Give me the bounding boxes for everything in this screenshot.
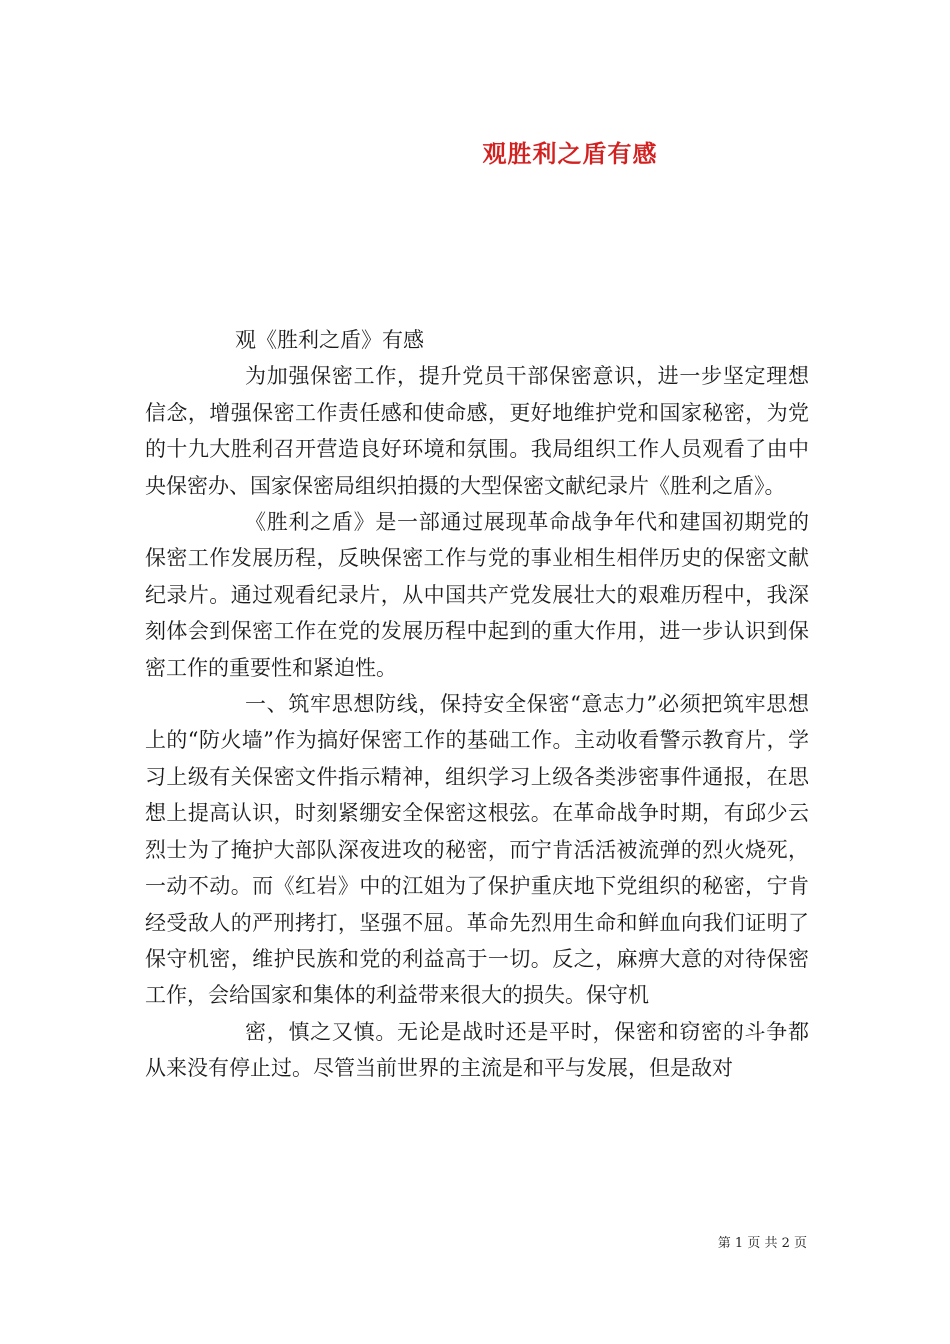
document-subtitle: 观《胜利之盾》有感 — [235, 328, 424, 352]
paragraph: 一、筑牢思想防线，保持安全保密“意志力”必须把筑牢思想上的“防火墙”作为搞好保密工作的基础工作。主动收看警示教育片，学习上级有关保密文件指示精神，组织学习上级各类涉密事件通报，在思想上提高认识，时刻紧绷安全保密这根弦。在革命战争时期，有邱少云烈士为了掩护大部队深夜进攻的秘密，而宁肯活活被流弹的烈火烧死，一动不动。而《红岩》中的江姐为了保护重庆地下党组织的秘密，宁肯经受敌人的严刑拷打，坚强不屈。革命先烈用生命和鲜血向我们证明了保守机密，维护民族和党的利益高于一切。反之，麻痹大意的对待保密工作，会给国家和集体的利益带来很大的损失。保守机 — [145, 692, 809, 1008]
paragraph: 《胜利之盾》是一部通过展现革命战争年代和建国初期党的保密工作发展历程，反映保密工作与党的事业相生相伴历史的保密文献纪录片。通过观看纪录片，从中国共产党发展壮大的艰难历程中，我深刻体会到保密工作在党的发展历程中起到的重大作用，进一步认识到保密工作的重要性和紧迫性。 — [145, 510, 809, 680]
paragraph: 密，慎之又慎。无论是战时还是平时，保密和窃密的斗争都从来没有停止过。尽管当前世界的主流是和平与发展，但是敌对 — [145, 1019, 809, 1081]
page-title: 观胜利之盾有感 — [482, 139, 658, 168]
paragraph: 为加强保密工作，提升党员干部保密意识，进一步坚定理想信念，增强保密工作责任感和使命感，更好地维护党和国家秘密，为党的十九大胜利召开营造良好环境和氛围。我局组织工作人员观看了由中央保密办、国家保密局组织拍摄的大型保密文献纪录片《胜利之盾》。 — [145, 364, 809, 498]
document-body — [145, 322, 809, 1087]
page-footer: 第 1 页 共 2 页 — [717, 1236, 807, 1251]
